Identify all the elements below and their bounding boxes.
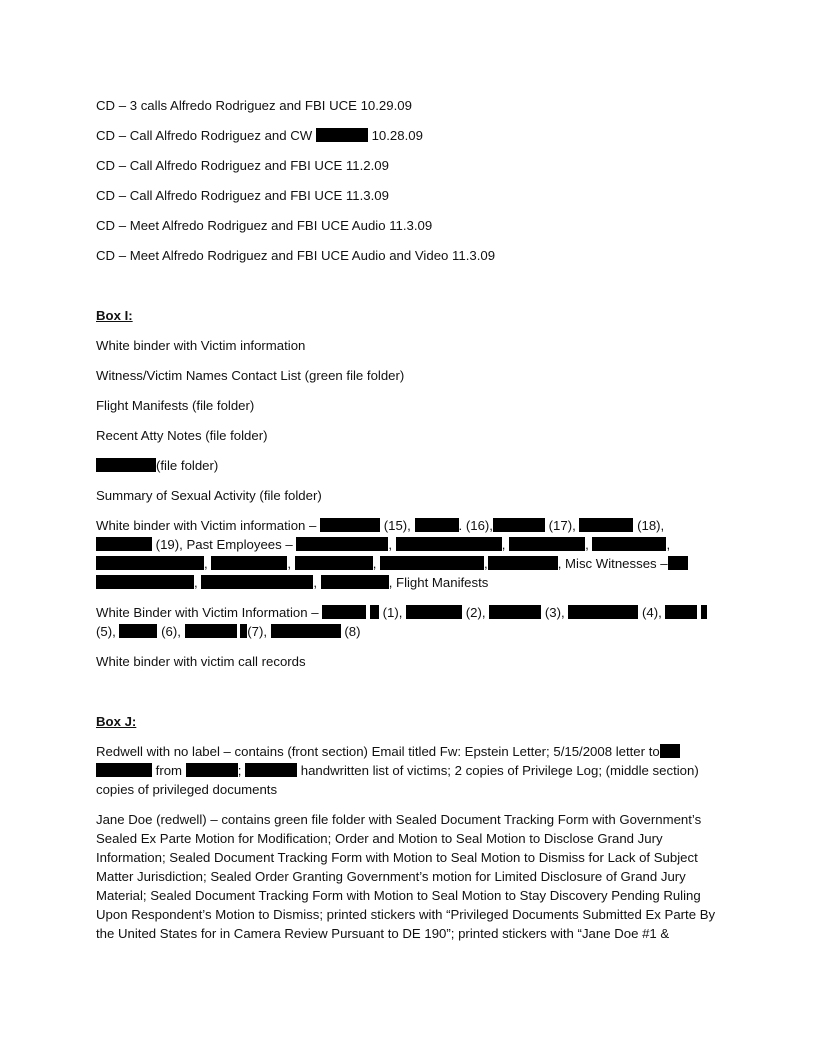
redaction-block	[316, 128, 368, 142]
redaction-block	[493, 518, 545, 532]
spacer	[96, 682, 720, 712]
victim-number: (3),	[544, 605, 565, 620]
cd-item: CD – Call Alfredo Rodriguez and FBI UCE 11.2.09	[96, 158, 389, 173]
box-i-item: Summary of Sexual Activity (file folder)	[96, 488, 322, 503]
box-i-heading: Box I:	[96, 308, 133, 323]
redaction-block	[96, 575, 194, 589]
redaction-block	[271, 624, 341, 638]
redaction-block	[660, 744, 680, 758]
separator: ;	[237, 763, 242, 778]
separator: ,	[204, 556, 208, 571]
redwell-description: Redwell with no label – contains (front section) Email titled Fw: Epstein Letter; 5/15/2008 letter to	[96, 744, 660, 759]
cd-item: CD – 3 calls Alfredo Rodriguez and FBI UCE 10.29.09	[96, 98, 412, 113]
box-i-item: White binder with Victim information	[96, 338, 306, 353]
separator: ,	[313, 575, 318, 590]
redaction-block	[396, 537, 502, 551]
victim-number: (4),	[641, 605, 662, 620]
box-i-item-text: (file folder)	[156, 458, 219, 473]
separator: ,	[372, 556, 377, 571]
separator: ,	[388, 537, 393, 552]
victim-number: (2),	[465, 605, 486, 620]
redaction-block	[568, 605, 638, 619]
redaction-block	[245, 763, 297, 777]
redaction-block	[592, 537, 666, 551]
victim-number: (18),	[637, 518, 665, 533]
redaction-block	[186, 763, 238, 777]
cd-item: CD – Meet Alfredo Rodriguez and FBI UCE Audio and Video 11.3.09	[96, 248, 496, 263]
victim-number: (1),	[382, 605, 403, 620]
victim-number: (7),	[247, 624, 268, 639]
redaction-block	[322, 605, 366, 619]
redaction-block	[320, 518, 380, 532]
redaction-block	[488, 556, 558, 570]
redaction-block	[295, 556, 373, 570]
redaction-block	[296, 537, 388, 551]
binder-prefix: White Binder with Victim Information –	[96, 605, 319, 620]
redaction-block	[96, 763, 152, 777]
redaction-block	[579, 518, 633, 532]
redaction-block	[119, 624, 157, 638]
cd-item-text: CD – Call Alfredo Rodriguez and CW	[96, 128, 313, 143]
victim-number: (15),	[383, 518, 411, 533]
victim-number: (17),	[548, 518, 576, 533]
redwell-from: from	[155, 763, 183, 778]
spacer	[96, 276, 720, 306]
separator: ,	[194, 575, 198, 590]
cd-item-date: 10.28.09	[371, 128, 423, 143]
redaction-block	[489, 605, 541, 619]
victim-number: . (16),	[458, 518, 493, 533]
redaction-block	[96, 537, 152, 551]
redaction-block	[380, 556, 484, 570]
redaction-block	[201, 575, 313, 589]
box-i-item: Recent Atty Notes (file folder)	[96, 428, 268, 443]
victim-number: (5),	[96, 624, 116, 639]
flight-manifests-label: , Flight Manifests	[388, 575, 489, 590]
redaction-block	[370, 605, 379, 619]
document-page	[96, 96, 720, 954]
box-i-item	[96, 456, 720, 475]
redaction-block	[415, 518, 459, 532]
redaction-block	[665, 605, 697, 619]
redaction-block	[211, 556, 287, 570]
redaction-block	[406, 605, 462, 619]
victim-number: (8)	[344, 624, 361, 639]
redaction-block	[96, 556, 204, 570]
redaction-block	[701, 605, 707, 619]
cd-item: CD – Call Alfredo Rodriguez and FBI UCE 11.3.09	[96, 188, 389, 203]
cd-item: CD – Meet Alfredo Rodriguez and FBI UCE Audio 11.3.09	[96, 218, 433, 233]
victim-number: (19), Past Employees –	[155, 537, 293, 552]
separator: ,	[666, 537, 671, 552]
cd-item	[96, 126, 720, 145]
box-j-redwell-no-label	[96, 742, 720, 799]
box-i-binder-victim-information	[96, 516, 720, 592]
separator: ,	[484, 556, 488, 571]
box-j-heading: Box J:	[96, 714, 137, 729]
binder-prefix: White binder with Victim information –	[96, 518, 317, 533]
separator: ,	[585, 537, 589, 552]
misc-witnesses-label: , Misc Witnesses –	[557, 556, 668, 571]
redaction-block	[96, 458, 156, 472]
box-i-item: White binder with victim call records	[96, 654, 306, 669]
box-i-item: Witness/Victim Names Contact List (green file folder)	[96, 368, 405, 383]
redaction-block	[509, 537, 585, 551]
redaction-block	[668, 556, 688, 570]
box-i-item: Flight Manifests (file folder)	[96, 398, 255, 413]
redaction-block	[185, 624, 237, 638]
separator: ,	[501, 537, 506, 552]
victim-number: (6),	[161, 624, 181, 639]
separator: ,	[287, 556, 292, 571]
box-i-binder-victim-information-numbered	[96, 603, 720, 641]
redaction-block	[321, 575, 389, 589]
box-j-jane-doe-redwell: Jane Doe (redwell) – contains green file folder with Sealed Document Tracking Form with Government’s Sealed Ex Parte Motion for Modification; Order and Motion to Seal Motion to Disclose Grand Jury Information; Sealed Document Tracking Form with Motion to Seal Motion to Dismiss for Lack of Subject Matter Jurisdiction; Sealed Order Granting Government’s motion for Limited Disclosure of Grand Jury Material; Sealed Document Tracking Form with Motion to Seal Motion to Stay Discovery Pending Ruling Upon Respondent’s Motion to Dismiss; printed stickers with “Privileged Documents Submitted Ex Parte By the United States for in Camera Review Pursuant to DE 190”; printed stickers with “Jane Doe #1 &	[96, 812, 716, 941]
redwell-description-continued: handwritten list of victims; 2 copies of Privilege Log; (middle section) copies of privileged documents	[96, 763, 699, 797]
